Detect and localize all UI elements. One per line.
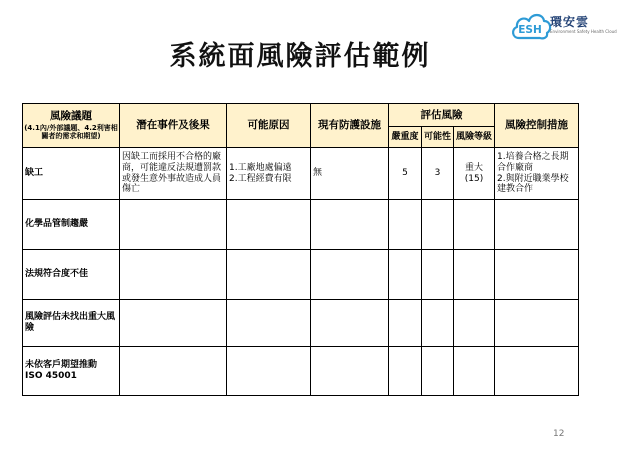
likelihood-cell: [422, 300, 454, 347]
likelihood-cell: 3: [422, 148, 454, 200]
consequence-cell: 因缺工而採用不合格的廠商，可能違反法規遭罰款或發生意外事故造成人員傷亡: [120, 148, 227, 200]
likelihood-cell: [422, 250, 454, 300]
header-severity: 嚴重度: [389, 127, 422, 148]
cause-cell: [227, 200, 311, 250]
risk-control-cell: [495, 200, 579, 250]
table-row: [23, 250, 579, 300]
page-number: 12: [553, 429, 565, 439]
cause-cell: [227, 347, 311, 396]
likelihood-cell: [422, 347, 454, 396]
severity-cell: [389, 347, 422, 396]
header-likelihood: 可能性: [422, 127, 454, 148]
existing-protection-cell: [311, 250, 389, 300]
consequence-cell: [120, 250, 227, 300]
severity-cell: 5: [389, 148, 422, 200]
table-row: [23, 347, 579, 396]
logo-subtitle: Environment Safety Health Cloud: [550, 29, 617, 34]
existing-protection-cell: [311, 300, 389, 347]
risk-issue-cell: 化學品管制趨嚴: [23, 200, 120, 250]
risk-level-cell: [454, 300, 495, 347]
header-cause: 可能原因: [227, 104, 311, 148]
risk-level-cell: [454, 250, 495, 300]
severity-cell: [389, 250, 422, 300]
header-risk-issue-note: (4.1內/外部議題、4.2利害相關者的需求和期望): [24, 123, 118, 141]
risk-issue-cell: 法規符合度不佳: [23, 250, 120, 300]
risk-level-cell: [454, 200, 495, 250]
header-risk-issue: [23, 104, 120, 148]
consequence-cell: [120, 300, 227, 347]
risk-issue-cell: 風險評估未找出重大風險: [23, 300, 120, 347]
header-risk-issue-label: 風險議題: [50, 109, 92, 122]
cause-cell: [227, 300, 311, 347]
table-row: [23, 200, 579, 250]
risk-control-cell: [495, 300, 579, 347]
header-consequence: 潛在事件及後果: [120, 104, 227, 148]
header-risk-level: 風險等級: [454, 127, 495, 148]
consequence-cell: [120, 200, 227, 250]
cause-cell: 1.工廠地處偏遠 2.工程經費有限: [227, 148, 311, 200]
risk-level-cell: [454, 347, 495, 396]
page-title: 系統面風險評估範例: [169, 41, 431, 72]
risk-control-cell: [495, 250, 579, 300]
risk-control-cell: [495, 347, 579, 396]
header-risk-evaluation: 評估風險: [389, 104, 495, 127]
table-row: [23, 300, 579, 347]
risk-control-cell: 1.培養合格之長期合作廠商 2.與附近職業學校建教合作: [495, 148, 579, 200]
header-risk-control: 風險控制措施: [495, 104, 579, 148]
logo-badge: ESH: [518, 24, 542, 36]
existing-protection-cell: [311, 200, 389, 250]
consequence-cell: [120, 347, 227, 396]
risk-issue-cell: 未依客戶期望推動 ISO 45001: [23, 347, 120, 396]
header-existing-protection: 現有防護設施: [311, 104, 389, 148]
severity-cell: [389, 300, 422, 347]
table-row: [23, 148, 579, 200]
logo-text: 環安雲: [550, 15, 590, 29]
severity-cell: [389, 200, 422, 250]
cause-cell: [227, 250, 311, 300]
existing-protection-cell: [311, 347, 389, 396]
risk-level-cell: 重大(15): [454, 148, 495, 200]
risk-assessment-table: [22, 103, 579, 396]
existing-protection-cell: 無: [311, 148, 389, 200]
likelihood-cell: [422, 200, 454, 250]
risk-issue-cell: 缺工: [23, 148, 120, 200]
